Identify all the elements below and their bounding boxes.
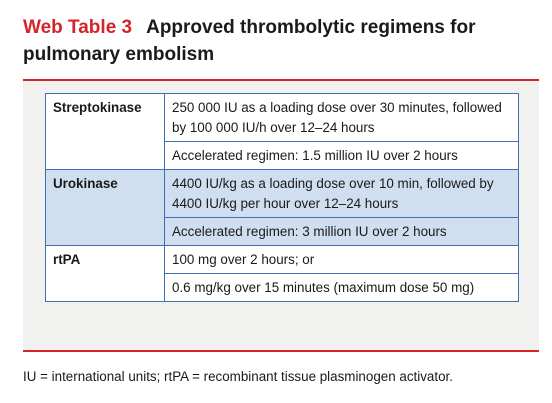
drug-cell: Urokinase — [46, 170, 165, 246]
table-row-rtpa — [46, 246, 519, 274]
regimen-cell: 250 000 IU as a loading dose over 30 minutes, followed by 100 000 IU/h over 12–24 hours — [165, 94, 519, 142]
regimen-cell: Accelerated regimen: 3 million IU over 2 hours — [165, 218, 519, 246]
table-row-urokinase — [46, 170, 519, 218]
table-caption: Approved thrombolytic regimens for pulmonary embolism — [23, 17, 476, 65]
regimens-table — [45, 93, 519, 302]
table-title — [23, 14, 543, 68]
regimen-cell: Accelerated regimen: 1.5 million IU over 2 hours — [165, 142, 519, 170]
table-number-label: Web Table 3 — [23, 17, 133, 38]
regimen-cell: 4400 IU/kg as a loading dose over 10 min, followed by 4400 IU/kg per hour over 12–24 hours — [165, 170, 519, 218]
bottom-red-rule — [23, 350, 539, 352]
drug-cell: rtPA — [46, 246, 165, 302]
regimen-cell: 0.6 mg/kg over 15 minutes (maximum dose 50 mg) — [165, 274, 519, 302]
table-row-streptokinase — [46, 94, 519, 142]
table-footnote: IU = international units; rtPA = recombinant tissue plasminogen activator. — [23, 369, 453, 384]
drug-cell: Streptokinase — [46, 94, 165, 170]
regimen-cell: 100 mg over 2 hours; or — [165, 246, 519, 274]
